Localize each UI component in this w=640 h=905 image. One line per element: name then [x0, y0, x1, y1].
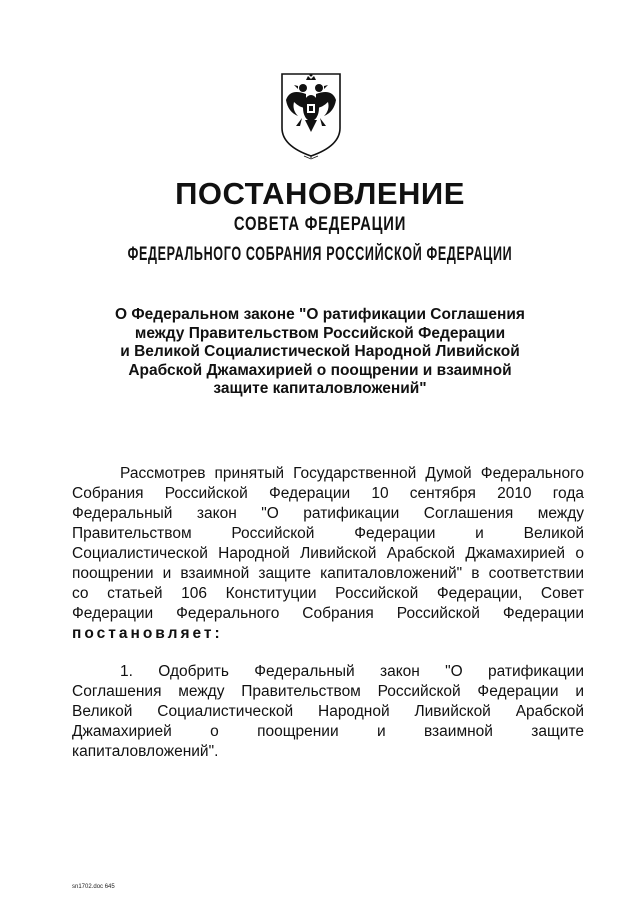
clause-1-paragraph	[72, 662, 584, 762]
subject-line: О Федеральном законе "О ратификации Соглашения	[115, 306, 525, 323]
issuer-line-1: СОВЕТА ФЕДЕРАЦИИ	[233, 214, 407, 235]
subject-line: между Правительством Российской Федерации	[134, 324, 506, 342]
coat-of-arms-icon	[276, 66, 346, 160]
paragraph-line: Великой Социалистической Народной Ливийской Арабской	[72, 703, 584, 720]
paragraph-line: Собрания Российской Федерации 10 сентября 2010 года	[72, 485, 584, 502]
paragraph-line: Правительством Российской Федерации и Великой	[72, 525, 584, 542]
paragraph-line: капиталовложений".	[72, 743, 219, 760]
resolves-word: постановляет:	[72, 625, 223, 642]
subject-line: Арабской Джамахирией о поощрении и взаимной	[128, 361, 512, 379]
subject-line: и Великой Социалистической Народной Ливийской	[120, 343, 520, 360]
paragraph-line: Джамахирией о поощрении и взаимной защите	[72, 723, 584, 740]
paragraph-line: Федеральный закон "О ратификации Соглашения между	[72, 505, 584, 522]
paragraph-line: Рассмотрев принятый Государственной Думой Федерального	[120, 465, 584, 482]
paragraph-line: поощрении и взаимной защите капиталовложений" в соответствии	[72, 565, 584, 582]
paragraph-line: 1. Одобрить Федеральный закон "О ратификации	[120, 663, 584, 680]
document-code: sn1702.doc 645	[72, 884, 115, 890]
paragraph-line: Соглашения между Правительством Российской Федерации и	[72, 683, 584, 700]
paragraph-line: со статьей 106 Конституции Российской Федерации, Совет	[72, 585, 584, 602]
subject-line: защите капиталовложений"	[213, 380, 427, 397]
paragraph-line: Социалистической Народной Ливийской Арабской Джамахирией о	[72, 545, 584, 562]
issuer-line-2: ФЕДЕРАЛЬНОГО СОБРАНИЯ РОССИЙСКОЙ ФЕДЕРАЦИИ	[127, 244, 513, 265]
paragraph-line: Федерации Федерального Собрания Российской Федерации	[72, 605, 584, 622]
resolution-subject	[0, 306, 640, 399]
document-title: ПОСТАНОВЛЕНИЕ	[175, 176, 465, 211]
preamble-paragraph	[72, 464, 584, 644]
